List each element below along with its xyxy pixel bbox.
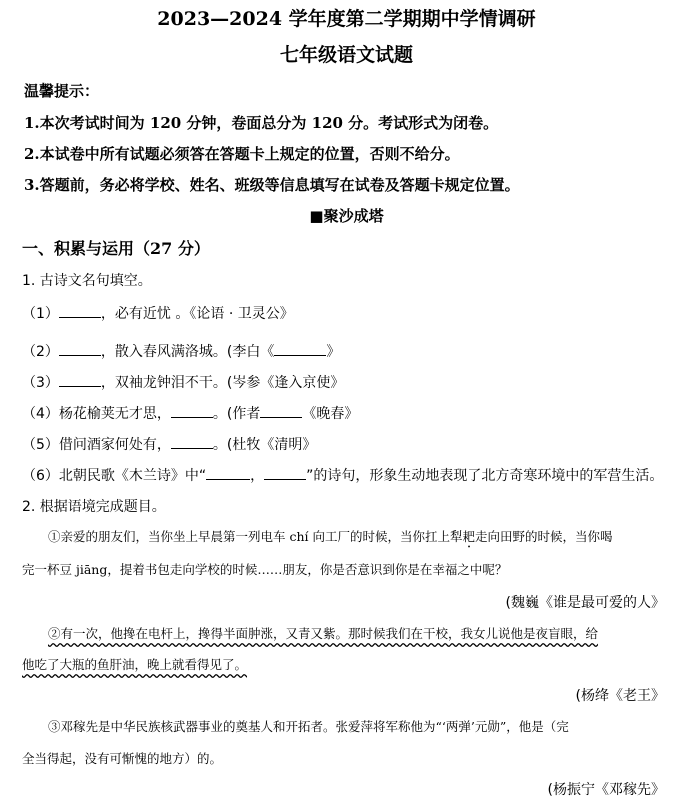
passage-1-line-1: ①亲爱的朋友们，当你坐上早晨第一列电车 chí 向工厂的时候，当你扛上犁耙走向田野的时候，当你喝 — [48, 529, 613, 544]
q1-item-1: （1） ，必有近忧 。《论语 · 卫灵公》 — [22, 303, 294, 323]
passage-1-source: (魏巍《谁是最可爱的人》 — [505, 595, 665, 611]
tip-item: 3.答题前，务必将学校、姓名、班级等信息填写在试卷及答题卡规定位置。 — [24, 176, 520, 194]
tip-item: 1.本次考试时间为 120 分钟，卷面总分为 120 分。考试形式为闭卷。 — [24, 114, 499, 132]
part1-heading: 一、积累与运用（27 分） — [22, 239, 210, 258]
section-mark: ■聚沙成塔 — [309, 207, 384, 225]
exam-subtitle: 七年级语文试题 — [279, 44, 413, 66]
passage-3-source: (杨振宁《邓稼先》 — [547, 782, 665, 798]
q1-stem: 1. 古诗文名句填空。 — [22, 273, 152, 289]
answer-blank[interactable] — [274, 341, 326, 356]
passage-2-line-1: ②有一次，他搀在电杆上，搀得半面肿涨，又青又紫。那时候我们在干校，我女儿说他是夜盲眼，给 — [48, 626, 599, 641]
q1-item-3: （3） ，双袖龙钟泪不干。(岑参《逢入京使》 — [22, 372, 344, 392]
q1-item-4: （4）杨花榆荚无才思， 。(作者 《晚春》 — [22, 403, 358, 423]
q2-stem: 2. 根据语境完成题目。 — [22, 499, 166, 515]
passage-3-line-2: 全当得起，没有可惭愧的地方）的。 — [22, 751, 223, 766]
answer-blank[interactable] — [59, 303, 101, 318]
passage-2-line-2: 他吃了大瓶的鱼肝油，晚上就看得见了。 — [22, 657, 248, 672]
passage-3-line-1: ③邓稼先是中华民族核武器事业的奠基人和开拓者。张爱萍将军称他为“‘两弹’元勋”，他是（完 — [48, 719, 569, 734]
q1-item-6: （6）北朝民歌《木兰诗》中“ ， ”的诗句，形象生动地表现了北方奇寒环境中的军营生活。 — [22, 465, 663, 485]
answer-blank[interactable] — [59, 341, 101, 356]
tips-label: 温馨提示： — [24, 82, 100, 100]
tip-item: 2.本试卷中所有试题必须答在答题卡上规定的位置，否则不给分。 — [24, 145, 460, 163]
answer-blank[interactable] — [171, 434, 213, 449]
passage-2-source: (杨绛《老王》 — [575, 688, 665, 704]
answer-blank[interactable] — [171, 403, 213, 418]
q1-item-2: （2） ，散入春风满洛城。(李白《 》 — [22, 341, 340, 361]
answer-blank[interactable] — [59, 372, 101, 387]
exam-title: 2023—2024 学年度第二学期期中学情调研 — [157, 8, 536, 30]
answer-blank[interactable] — [206, 465, 250, 480]
answer-blank[interactable] — [264, 465, 306, 480]
q1-item-5: （5）借问酒家何处有， 。(杜牧《清明》 — [22, 434, 316, 454]
passage-1-line-2: 完一杯豆 jiāng，提着书包走向学校的时候……朋友，你是否意识到你是在幸福之中呢？ — [22, 562, 508, 577]
answer-blank[interactable] — [260, 403, 302, 418]
